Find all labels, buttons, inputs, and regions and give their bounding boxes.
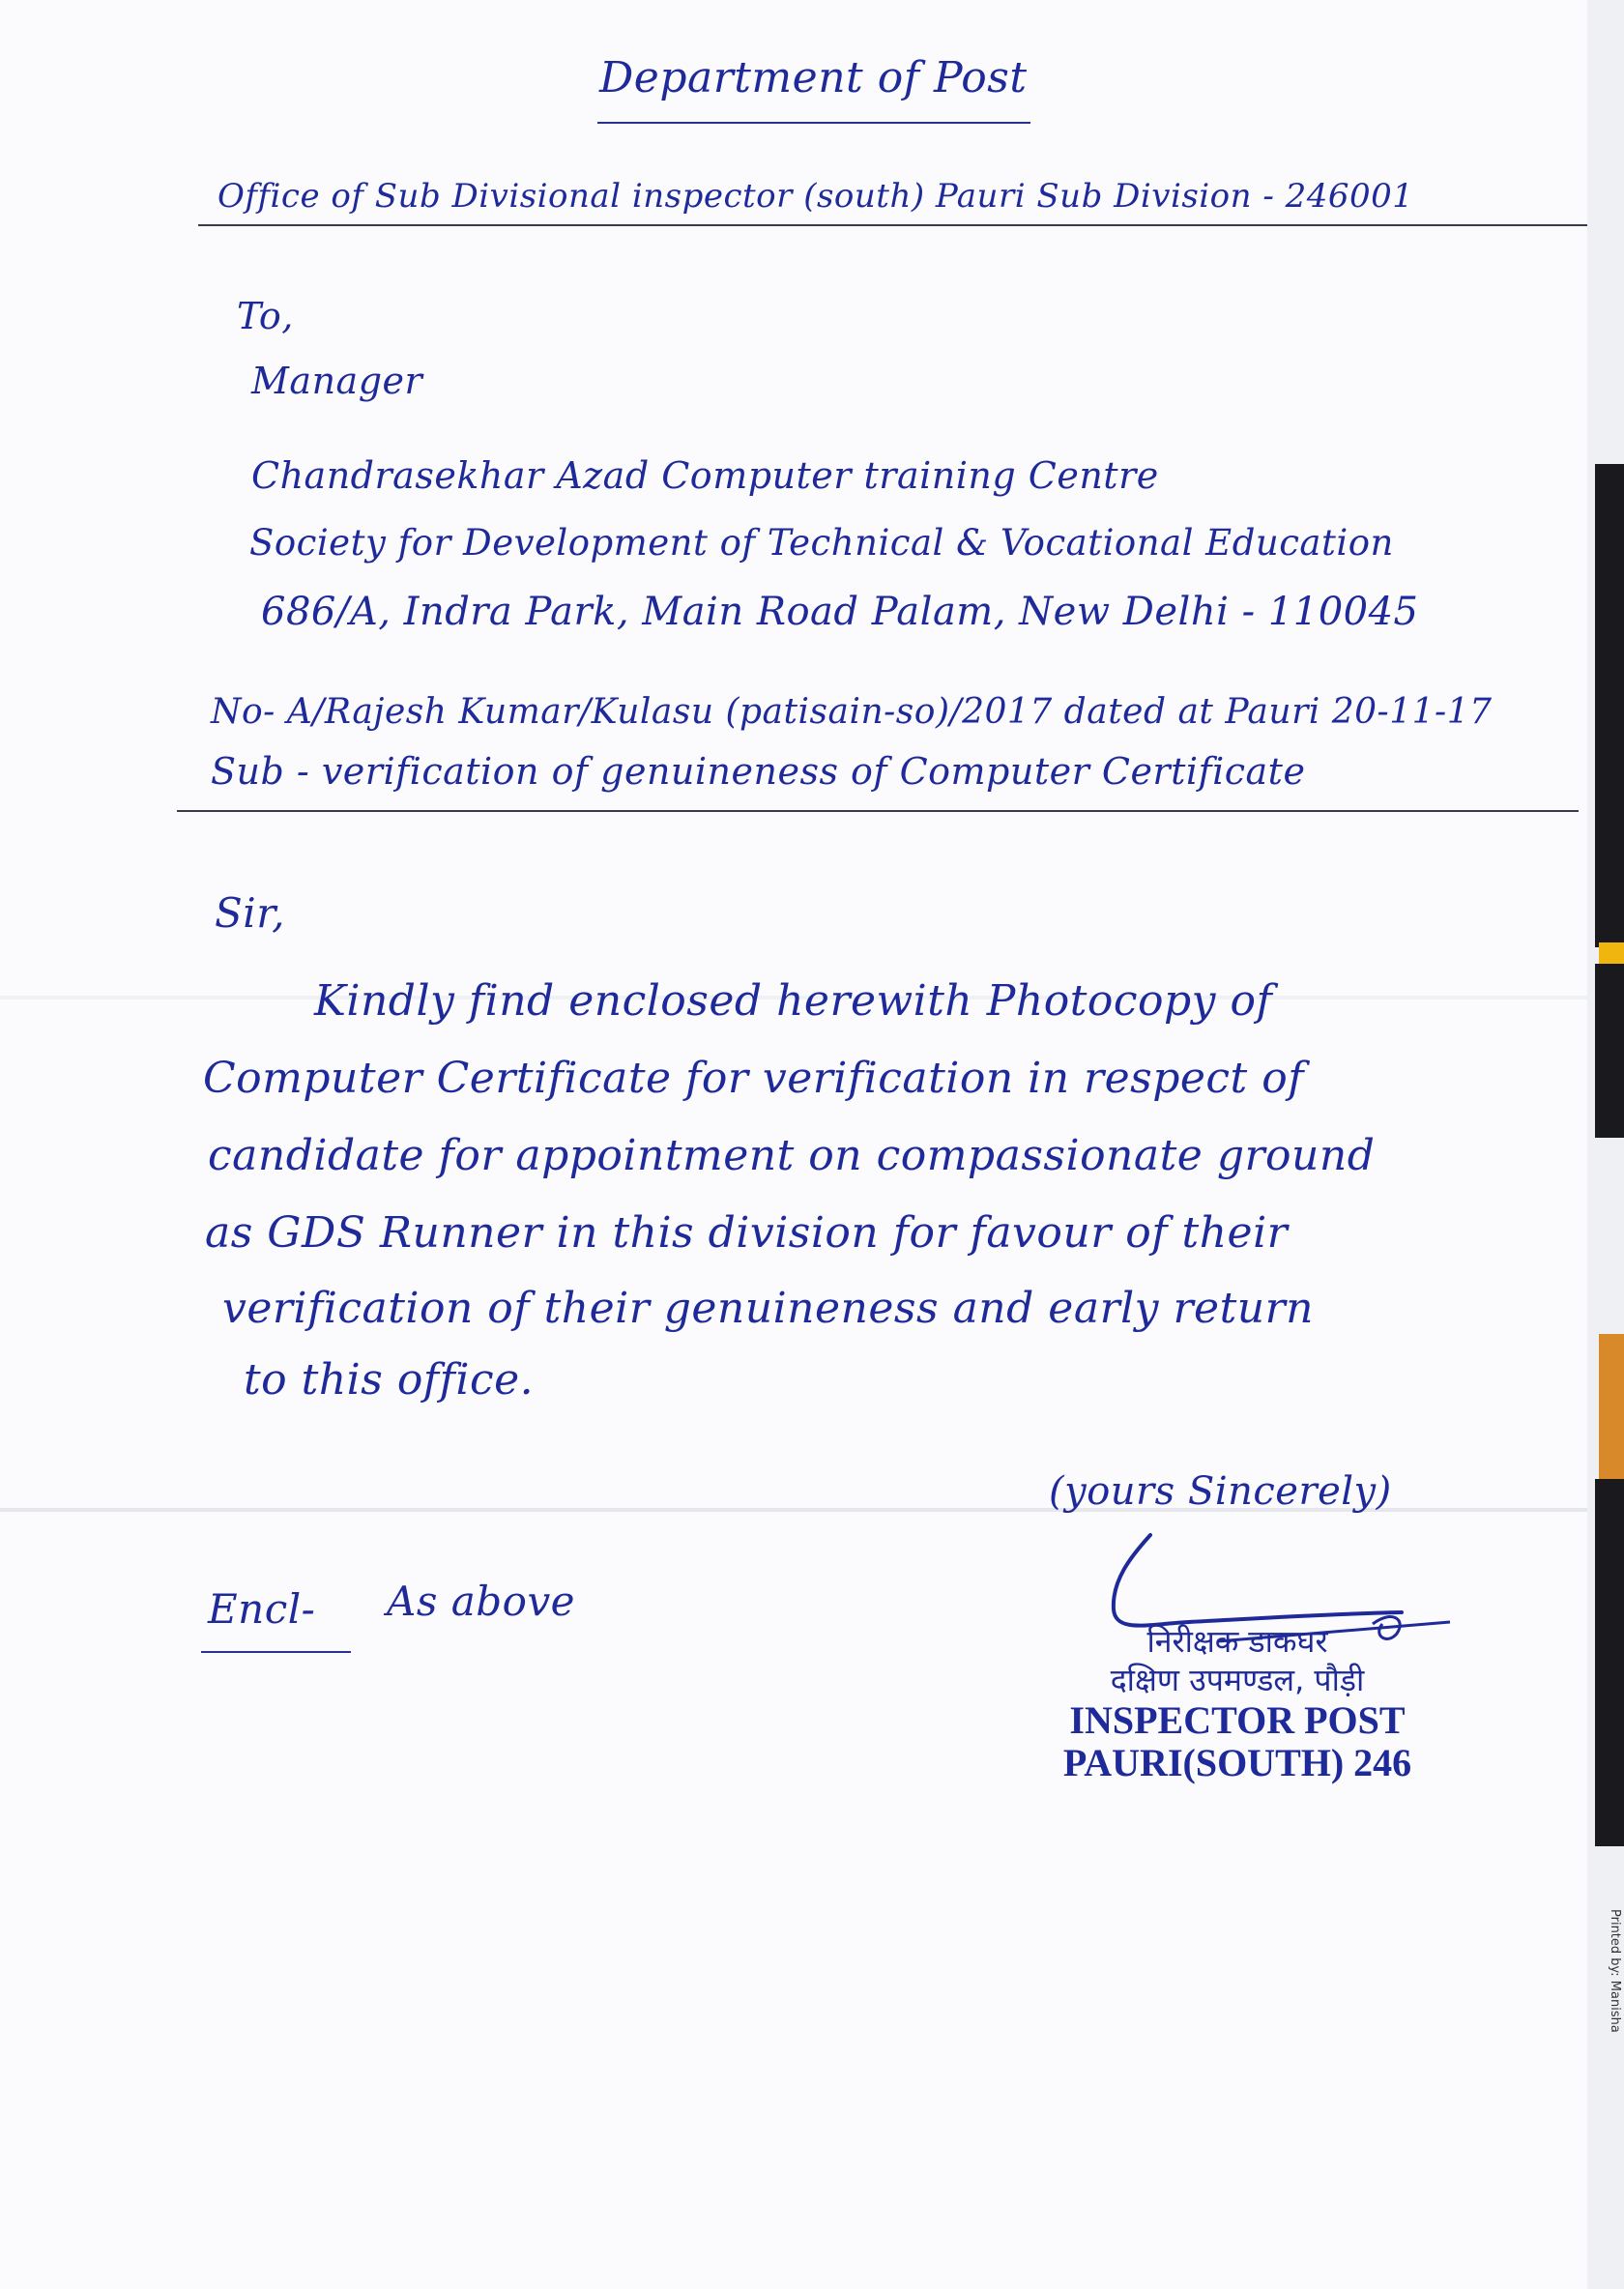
official-stamp — [1025, 1622, 1450, 1784]
recipient-title: Manager — [251, 360, 423, 402]
subject-rule — [177, 810, 1579, 812]
recipient-line-1: Chandrasekhar Azad Computer training Centre — [251, 454, 1159, 497]
office-line-rule — [198, 224, 1590, 226]
office-line: Office of Sub Divisional inspector (south) Pauri Sub Division - 246001 — [218, 177, 1414, 216]
body-line: candidate for appointment on compassionate ground — [208, 1131, 1376, 1180]
scan-edge-orange-band — [1599, 1334, 1624, 1479]
scan-edge-dark-band — [1595, 964, 1624, 1138]
body-line: to this office. — [244, 1355, 535, 1405]
enclosure-text: As above — [387, 1578, 576, 1625]
closing: (yours Sincerely) — [1049, 1469, 1392, 1514]
to-line: To, — [237, 295, 294, 337]
heading-underline — [597, 122, 1030, 124]
body-line: Computer Certificate for verification in respect of — [203, 1054, 1304, 1103]
stamp-hindi-line-1: निरीक्षक डाकघर — [1146, 1623, 1328, 1660]
enclosure-underline — [201, 1651, 351, 1653]
letter-heading: Department of Post — [599, 53, 1028, 102]
stamp-english-line-1: INSPECTOR POST — [1069, 1698, 1406, 1742]
scan-edge-dark-band — [1595, 464, 1624, 947]
salutation: Sir, — [215, 889, 286, 937]
printed-by-margin-text: Printed by: Manisha — [1608, 1909, 1622, 2033]
stamp-english-line-2: PAURI(SOUTH) 246 — [1062, 1741, 1412, 1784]
body-line: verification of their genuineness and early return — [222, 1284, 1314, 1333]
subject-line: Sub - verification of genuineness of Computer Certificate — [211, 750, 1306, 793]
stamp-hindi-line-2: दक्षिण उपमण्डल, पौड़ी — [1110, 1662, 1365, 1698]
enclosure-label: Encl- — [208, 1585, 316, 1633]
body-line: as GDS Runner in this division for favour of their — [205, 1208, 1289, 1258]
scan-edge-dark-band — [1595, 1479, 1624, 1846]
reference-number: No- A/Rajesh Kumar/Kulasu (patisain-so)/2017 dated at Pauri 20-11-17 — [211, 692, 1493, 732]
recipient-line-3: 686/A, Indra Park, Main Road Palam, New Delhi - 110045 — [261, 590, 1419, 634]
recipient-line-2: Society for Development of Technical & Vocational Education — [249, 522, 1394, 564]
body-line: Kindly find enclosed herewith Photocopy of — [314, 976, 1273, 1026]
scan-edge-yellow-band — [1599, 942, 1624, 964]
